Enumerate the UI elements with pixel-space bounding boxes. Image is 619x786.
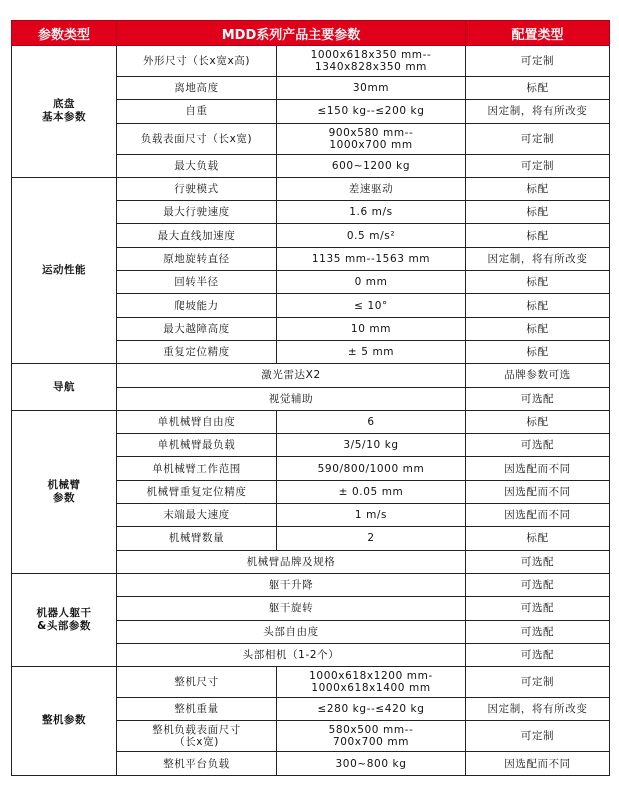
config-cell: 标配 (466, 224, 610, 247)
section-motion-title: 运动性能 (12, 177, 117, 363)
param-cell: 单机械臂工作范围 (117, 457, 277, 480)
section-torso-title: 机器人躯干 &头部参数 (12, 573, 117, 666)
param-cell: 回转半径 (117, 271, 277, 294)
config-cell: 因选配而不同 (466, 752, 610, 775)
param-cell: 单机械臂自由度 (117, 410, 277, 433)
param-cell: 重复定位精度 (117, 340, 277, 363)
config-cell: 标配 (466, 77, 610, 100)
param-cell: 单机械臂最负载 (117, 434, 277, 457)
param-cell: 最大行驶速度 (117, 201, 277, 224)
value-cell: ± 5 mm (277, 340, 466, 363)
value-cell: 0.5 m/s² (277, 224, 466, 247)
value-cell: 600~1200 kg (277, 154, 466, 177)
value-cell: ≤150 kg--≤200 kg (277, 100, 466, 123)
value-cell: 30mm (277, 77, 466, 100)
value-cell: ± 0.05 mm (277, 480, 466, 503)
merged-param-cell: 机械臂品牌及规格 (117, 550, 466, 573)
param-cell: 最大直线加速度 (117, 224, 277, 247)
param-cell: 机械臂数量 (117, 527, 277, 550)
merged-param-cell: 头部相机（1-2个） (117, 643, 466, 666)
value-cell: 差速驱动 (277, 177, 466, 200)
config-cell: 可选配 (466, 573, 610, 596)
section-whole-title: 整机参数 (12, 667, 117, 776)
section-nav-title: 导航 (12, 364, 117, 411)
table-row (12, 667, 610, 698)
param-cell: 原地旋转直径 (117, 247, 277, 270)
config-cell: 可选配 (466, 597, 610, 620)
table-row (12, 364, 610, 387)
value-cell: 580x500 mm-- 700x700 mm (277, 721, 466, 752)
config-cell: 可选配 (466, 620, 610, 643)
value-cell: 1.6 m/s (277, 201, 466, 224)
param-cell: 整机负载表面尺寸 （长x宽) (117, 721, 277, 752)
value-cell: 2 (277, 527, 466, 550)
value-cell: 0 mm (277, 271, 466, 294)
config-cell: 标配 (466, 271, 610, 294)
config-cell: 品牌参数可选 (466, 364, 610, 387)
header-config-type: 配置类型 (466, 21, 610, 46)
config-cell: 因选配而不同 (466, 480, 610, 503)
value-cell: 6 (277, 410, 466, 433)
value-cell: 1 m/s (277, 504, 466, 527)
table-row (12, 177, 610, 200)
section-arm-title: 机械臂 参数 (12, 410, 117, 573)
value-cell: 900x580 mm-- 1000x700 mm (277, 123, 466, 154)
param-cell: 自重 (117, 100, 277, 123)
config-cell: 标配 (466, 317, 610, 340)
param-cell: 整机尺寸 (117, 667, 277, 698)
spec-table-wrapper (11, 20, 610, 776)
config-cell: 因定制，将有所改变 (466, 698, 610, 721)
spec-table (11, 20, 610, 776)
merged-param-cell: 躯干升降 (117, 573, 466, 596)
config-cell: 标配 (466, 410, 610, 433)
table-row (12, 410, 610, 433)
config-cell: 可选配 (466, 434, 610, 457)
header-main-params: MDD系列产品主要参数 (117, 21, 466, 46)
param-cell: 整机平台负载 (117, 752, 277, 775)
config-cell: 标配 (466, 201, 610, 224)
value-cell: 1000x618x1200 mm- 1000x618x1400 mm (277, 667, 466, 698)
value-cell: 590/800/1000 mm (277, 457, 466, 480)
value-cell: 300~800 kg (277, 752, 466, 775)
config-cell: 因选配而不同 (466, 457, 610, 480)
config-cell: 因选配而不同 (466, 504, 610, 527)
value-cell: ≤280 kg--≤420 kg (277, 698, 466, 721)
config-cell: 因定制，将有所改变 (466, 247, 610, 270)
param-cell: 爬坡能力 (117, 294, 277, 317)
merged-param-cell: 视觉辅助 (117, 387, 466, 410)
value-cell: ≤ 10° (277, 294, 466, 317)
header-row (12, 21, 610, 46)
config-cell: 标配 (466, 527, 610, 550)
param-cell: 最大负载 (117, 154, 277, 177)
param-cell: 外形尺寸（长x宽x高) (117, 46, 277, 77)
config-cell: 可选配 (466, 550, 610, 573)
config-cell: 可定制 (466, 154, 610, 177)
value-cell: 3/5/10 kg (277, 434, 466, 457)
table-row (12, 46, 610, 77)
section-chassis-title: 底盘 基本参数 (12, 46, 117, 178)
config-cell: 可定制 (466, 46, 610, 77)
param-cell: 负载表面尺寸（长x宽) (117, 123, 277, 154)
value-cell: 1000x618x350 mm-- 1340x828x350 mm (277, 46, 466, 77)
config-cell: 可定制 (466, 123, 610, 154)
param-cell: 行驶模式 (117, 177, 277, 200)
value-cell: 10 mm (277, 317, 466, 340)
config-cell: 标配 (466, 177, 610, 200)
merged-param-cell: 激光雷达X2 (117, 364, 466, 387)
param-cell: 整机重量 (117, 698, 277, 721)
config-cell: 可定制 (466, 667, 610, 698)
merged-param-cell: 头部自由度 (117, 620, 466, 643)
config-cell: 标配 (466, 294, 610, 317)
config-cell: 可选配 (466, 387, 610, 410)
config-cell: 因定制，将有所改变 (466, 100, 610, 123)
config-cell: 标配 (466, 340, 610, 363)
merged-param-cell: 躯干旋转 (117, 597, 466, 620)
value-cell: 1135 mm--1563 mm (277, 247, 466, 270)
param-cell: 机械臂重复定位精度 (117, 480, 277, 503)
header-param-type: 参数类型 (12, 21, 117, 46)
config-cell: 可选配 (466, 643, 610, 666)
param-cell: 离地高度 (117, 77, 277, 100)
param-cell: 末端最大速度 (117, 504, 277, 527)
param-cell: 最大越障高度 (117, 317, 277, 340)
table-row (12, 573, 610, 596)
config-cell: 可定制 (466, 721, 610, 752)
